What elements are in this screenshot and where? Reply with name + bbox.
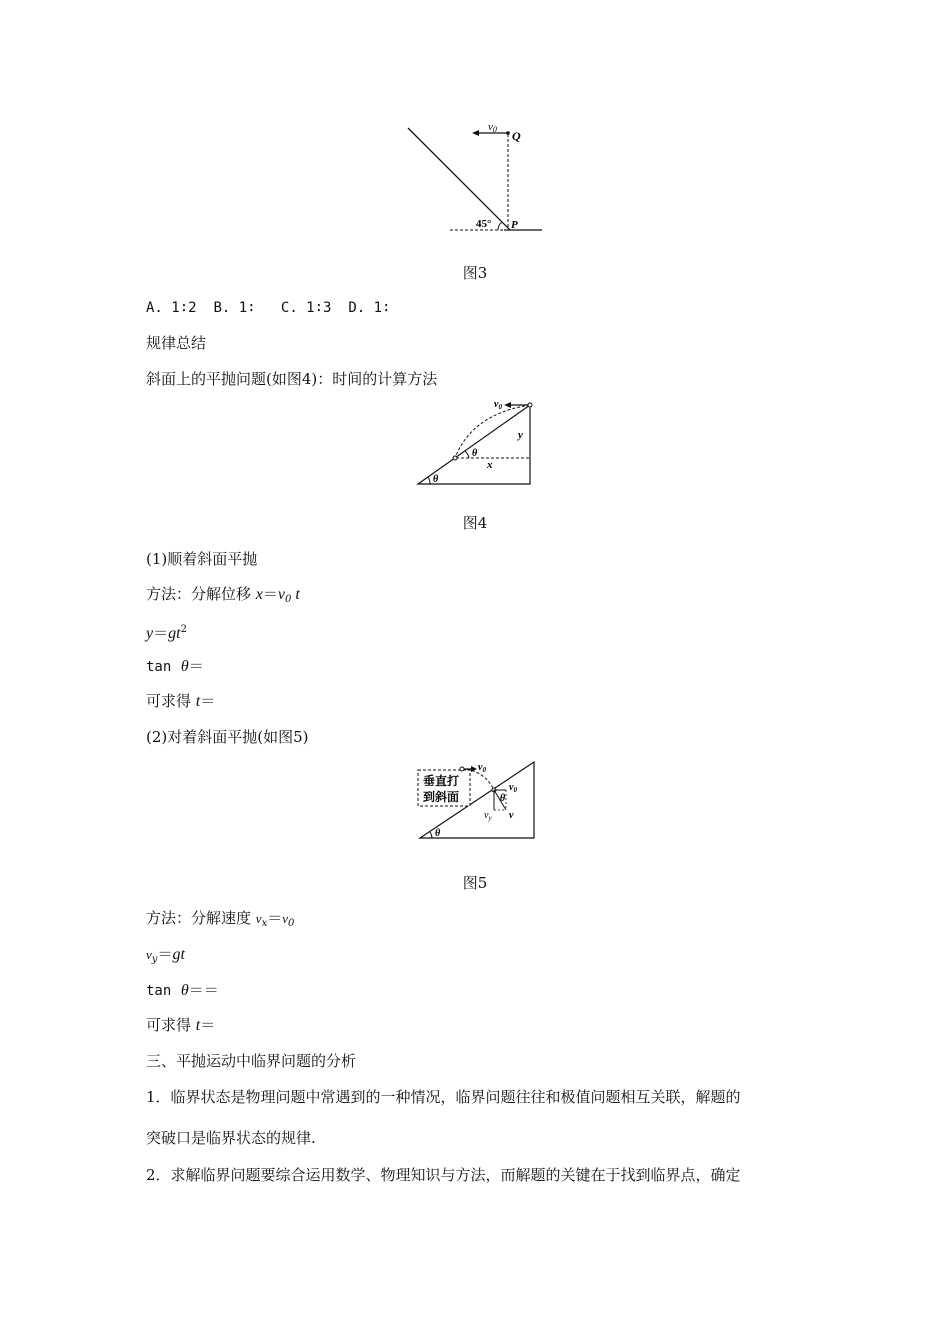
angle-arc-bottom [430, 832, 432, 838]
choice-a[interactable]: A. 1∶2 [146, 300, 197, 316]
label-v0-right: $v_0$ [509, 782, 517, 794]
case2-tan: tan θ＝＝ [146, 981, 219, 999]
case2-solve: 可求得 t＝ [146, 1016, 216, 1034]
figure-5-caption: 图5 [462, 874, 488, 892]
case1-solve: 可求得 t＝ [146, 692, 216, 710]
label-y: y [518, 429, 523, 441]
label-theta-mid: θ [500, 793, 506, 804]
incline-line [408, 128, 510, 230]
label-v0: v0 [488, 121, 497, 134]
figure-4-caption: 图4 [462, 514, 488, 532]
label-theta-top: θ [472, 448, 478, 459]
label-theta-bottom: θ [433, 474, 439, 485]
fig4-intro: 斜面上的平抛问题(如图4)：时间的计算方法 [146, 370, 438, 388]
angle-arc [498, 222, 502, 230]
label-x: x [487, 459, 493, 471]
case2-eq1: 方法：分解速度 $v_x=v_0$ [146, 909, 295, 929]
figure-3 [400, 120, 550, 238]
incline-triangle [418, 405, 530, 484]
label-p: P [511, 219, 518, 231]
label-45: 45° [476, 218, 492, 230]
label-theta-bottom: θ [435, 828, 441, 839]
paragraph-1: 1．临界状态是物理问题中常遇到的一种情况，临界问题往往和极值问题相互关联，解题的 [146, 1088, 741, 1106]
ball-landing [453, 456, 457, 460]
choice-c[interactable]: C. 1∶3 [280, 300, 332, 316]
choice-b[interactable]: B. 1∶ [213, 300, 256, 316]
case1-tan: tan θ＝ [146, 657, 204, 675]
label-v: v [509, 810, 514, 821]
ball-start [528, 403, 532, 407]
paragraph-1-cont: 突破口是临界状态的规律. [146, 1129, 316, 1147]
angle-arc-bottom [428, 477, 430, 484]
angle-arc-top [465, 451, 469, 458]
case2-eq2: $v_y=gt$ [146, 945, 185, 965]
section-3-title: 三、平抛运动中临界问题的分析 [146, 1052, 357, 1070]
case1-eq1: 方法：分解位移 $x=v_0$ t [146, 585, 300, 605]
case1-title: (1)顺着斜面平抛 [146, 550, 258, 568]
case2-title: (2)对着斜面平抛(如图5) [146, 728, 309, 746]
note-line-2: 到斜面 [423, 790, 460, 804]
choices-line [146, 298, 390, 318]
arrow-head [504, 402, 511, 408]
label-vy: $v_y$ [484, 810, 492, 822]
summary-title: 规律总结 [146, 334, 207, 352]
label-v0: $v_0$ [494, 399, 502, 411]
note-line-1: 垂直打 [423, 774, 460, 788]
figure-5 [414, 756, 538, 842]
figure-3-caption: 图3 [462, 264, 488, 282]
arrow-head [472, 130, 479, 136]
paragraph-2: 2．求解临界问题要综合运用数学、物理知识与方法，而解题的关键在于找到临界点，确定 [146, 1166, 741, 1184]
case1-eq2: $y=gt^2$ [146, 624, 187, 642]
label-q: Q [512, 129, 521, 143]
figure-4 [412, 396, 536, 488]
point-q [506, 131, 510, 135]
choice-d[interactable]: D. 1∶ [348, 300, 391, 316]
ball-start [460, 767, 464, 771]
label-v0-top: $v_0$ [478, 762, 486, 774]
